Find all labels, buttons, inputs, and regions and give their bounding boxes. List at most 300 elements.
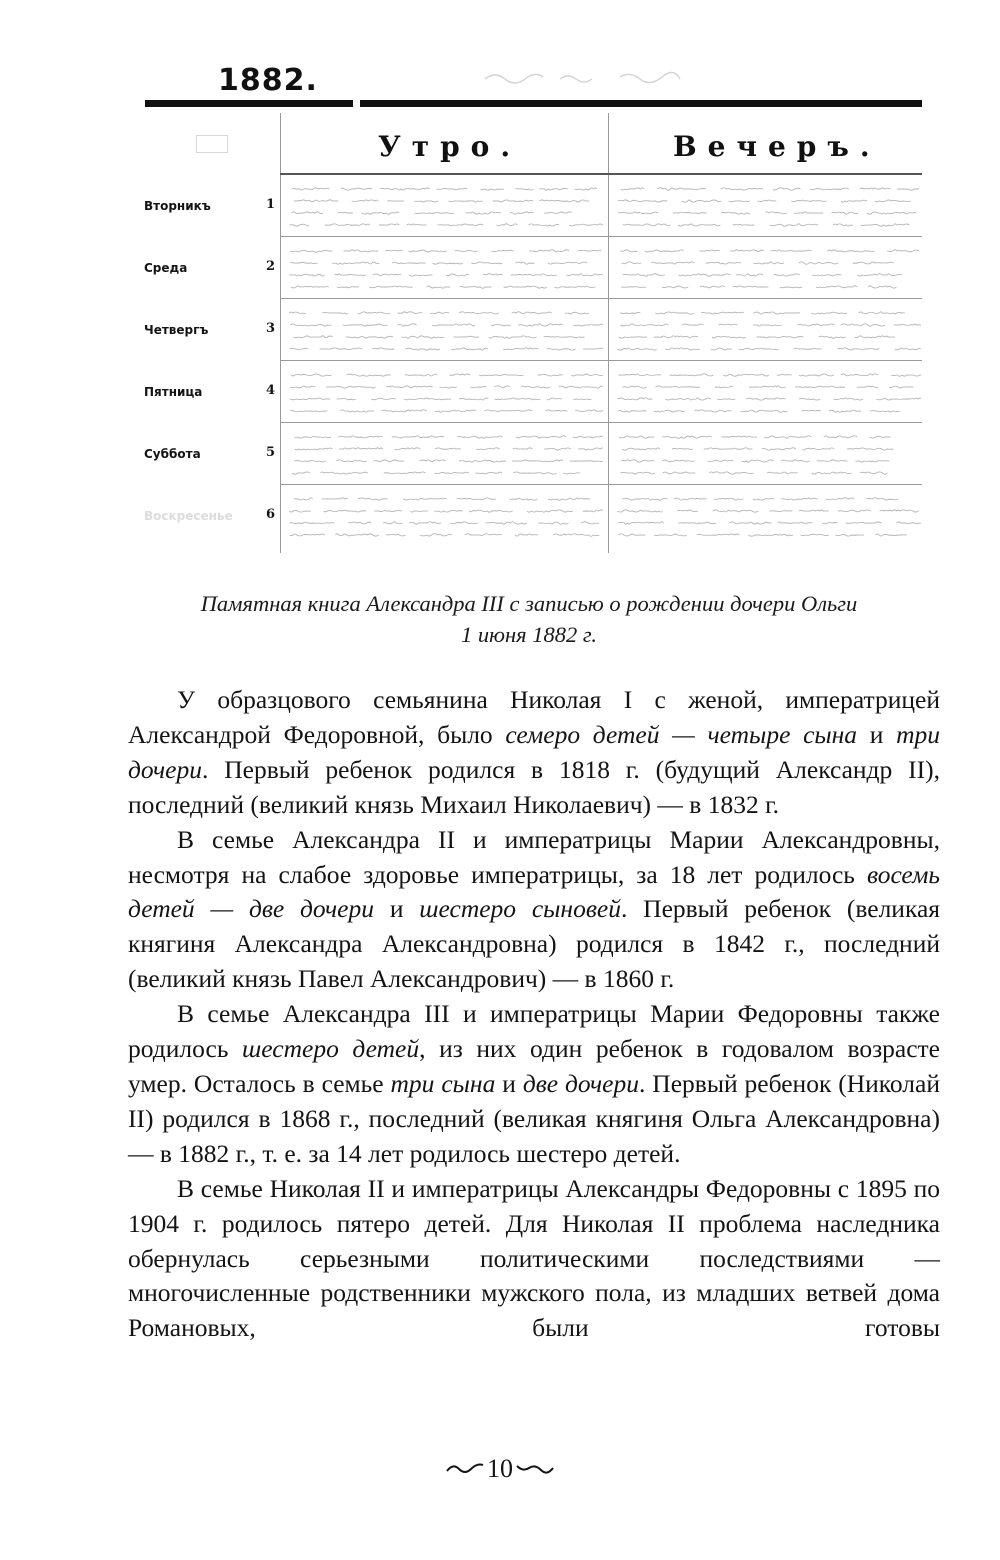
handwriting-stroke: [741, 410, 788, 412]
day-row: [130, 423, 925, 485]
handwriting-stroke: [455, 250, 478, 251]
handwriting-stroke: [435, 448, 461, 449]
handwriting-stroke: [754, 312, 800, 314]
handwriting-stroke: [515, 262, 534, 264]
handwriting-stroke: [682, 200, 721, 202]
handwriting-stroke: [337, 287, 359, 288]
paragraph: [128, 823, 940, 998]
handwriting-stroke: [812, 472, 852, 474]
handwriting-stroke: [553, 534, 600, 536]
handwriting-stroke: [780, 287, 802, 288]
handwriting-stroke: [645, 250, 684, 252]
handwriting-stroke: [289, 522, 334, 523]
day-name: Четвергъ: [144, 323, 209, 337]
handwriting-stroke: [494, 386, 510, 388]
handwriting-stroke: [678, 224, 721, 226]
handwriting-stroke: [753, 499, 775, 501]
handwriting-stroke: [320, 348, 362, 350]
handwriting-stroke: [800, 534, 829, 535]
handwriting-stroke: [341, 188, 372, 190]
handwriting-stroke: [539, 200, 589, 202]
handwriting-stroke: [778, 522, 813, 523]
handwriting-stroke: [781, 498, 817, 500]
handwriting-stroke: [481, 189, 504, 190]
handwriting-stroke: [619, 534, 646, 536]
handwriting-stroke: [617, 398, 652, 400]
handwriting-stroke: [321, 472, 368, 474]
handwriting-stroke: [294, 437, 331, 439]
handwriting-stroke: [665, 348, 700, 350]
handwriting-stroke: [451, 348, 488, 350]
handwriting-stroke: [510, 212, 534, 214]
handwriting-stroke: [547, 349, 576, 351]
page-number-footer: [0, 1452, 1000, 1484]
handwriting-stroke: [799, 374, 834, 376]
handwriting-stroke: [746, 398, 786, 400]
handwriting-stroke: [697, 534, 740, 535]
handwriting-stroke: [578, 448, 603, 450]
handwriting-evening: [613, 491, 921, 543]
handwriting-stroke: [621, 460, 654, 462]
handwriting-stroke: [427, 286, 451, 288]
handwriting-stroke: [739, 348, 779, 350]
handwriting-stroke: [340, 410, 374, 412]
handwriting-stroke: [771, 250, 812, 251]
handwriting-stroke: [799, 262, 838, 264]
handwriting-stroke: [385, 250, 402, 251]
handwriting-stroke: [538, 522, 568, 524]
handwriting-stroke: [290, 262, 318, 263]
handwriting-stroke: [822, 523, 837, 524]
handwriting-stroke: [325, 224, 370, 226]
handwriting-stroke: [289, 312, 306, 313]
handwriting-stroke: [515, 534, 538, 536]
handwriting-stroke: [398, 324, 417, 326]
text-run: В семье Александра II и императрицы Марии Александровны, несмотря на слабое здоровье императрицы, за 18 лет родилось: [128, 824, 940, 889]
handwriting-stroke: [435, 410, 477, 412]
handwriting-stroke: [868, 286, 896, 288]
handwriting-stroke: [794, 212, 823, 213]
handwriting-morning: [285, 305, 603, 357]
day-number: 4: [266, 383, 276, 398]
handwriting-stroke: [432, 324, 475, 326]
handwriting-evening: [613, 181, 921, 233]
handwriting-stroke: [405, 348, 440, 350]
handwriting-stroke: [486, 522, 527, 524]
handwriting-stroke: [409, 250, 448, 252]
handwriting-stroke: [816, 286, 857, 288]
handwriting-stroke: [435, 472, 469, 473]
handwriting-stroke: [621, 287, 646, 288]
handwriting-stroke: [719, 324, 738, 325]
handwriting-stroke: [290, 398, 330, 400]
caption-line-2: 1 июня 1882 г.: [461, 622, 597, 647]
handwriting-stroke: [622, 224, 670, 226]
handwriting-stroke: [489, 336, 537, 338]
handwriting-stroke: [622, 262, 642, 264]
handwriting-stroke: [398, 312, 423, 314]
handwriting-stroke: [295, 448, 333, 450]
handwriting-stroke: [729, 201, 750, 202]
handwriting-stroke: [575, 410, 603, 412]
handwriting-stroke: [483, 274, 503, 275]
handwriting-stroke: [826, 498, 855, 500]
handwriting-stroke: [773, 188, 801, 190]
caption-line-1: Памятная книга Александра III с записью о рождении дочери Ольги: [200, 591, 858, 616]
handwriting-evening: [613, 243, 921, 295]
handwriting-stroke: [289, 348, 308, 350]
handwriting-stroke: [713, 510, 758, 512]
handwriting-morning: [285, 367, 603, 419]
handwriting-stroke: [700, 286, 725, 288]
day-number: 1: [266, 197, 276, 212]
handwriting-stroke: [348, 522, 371, 524]
handwriting-stroke: [757, 336, 804, 338]
handwriting-stroke: [742, 460, 774, 462]
handwriting-stroke: [457, 498, 496, 500]
handwriting-stroke: [374, 511, 402, 512]
handwriting-stroke: [382, 410, 427, 412]
handwriting-stroke: [777, 375, 792, 376]
handwriting-stroke: [762, 448, 796, 450]
handwriting-stroke: [361, 212, 399, 214]
handwriting-stroke: [583, 510, 603, 512]
handwriting-stroke: [870, 411, 900, 412]
handwriting-stroke: [459, 312, 499, 314]
handwriting-stroke: [753, 325, 781, 326]
handwriting-stroke: [401, 336, 444, 338]
handwriting-stroke: [811, 312, 847, 314]
ornament-right-icon: [515, 1462, 555, 1476]
handwriting-stroke: [484, 410, 532, 412]
handwriting-stroke: [769, 511, 792, 512]
text-run: . Первый ребенок (Николай II) родился в 1868 г., последний (великая княгиня Ольга Александровна) — в 1882 г., т. е. за 14 лет родилось шестеро детей.: [128, 1068, 940, 1168]
handwriting-stroke: [548, 498, 590, 500]
handwriting-stroke: [538, 374, 563, 376]
handwriting-stroke: [290, 224, 309, 226]
handwriting-stroke: [529, 224, 560, 226]
handwriting-stroke: [810, 188, 849, 190]
handwriting-stroke: [894, 324, 921, 326]
handwriting-stroke: [655, 312, 693, 314]
handwriting-stroke: [291, 286, 329, 288]
handwriting-stroke: [493, 200, 534, 202]
handwriting-stroke: [764, 436, 811, 438]
handwriting-stroke: [373, 274, 401, 276]
handwriting-stroke: [880, 510, 919, 512]
handwriting-stroke: [372, 348, 394, 349]
handwriting-stroke: [358, 312, 391, 314]
handwriting-stroke: [730, 250, 764, 252]
handwriting-stroke: [793, 348, 821, 349]
text-run: и: [857, 719, 897, 749]
handwriting-morning: [285, 429, 603, 481]
handwriting-stroke: [753, 262, 784, 264]
handwriting-stroke: [554, 286, 595, 288]
handwriting-stroke: [369, 286, 413, 288]
handwriting-stroke: [436, 188, 467, 190]
handwriting-stroke: [658, 188, 706, 191]
day-number: 2: [266, 259, 276, 274]
top-rule-right: [360, 100, 922, 107]
handwriting-stroke: [833, 398, 863, 400]
handwriting-stroke: [662, 436, 711, 438]
handwriting-stroke: [897, 522, 921, 524]
handwriting-stroke: [870, 436, 891, 438]
handwriting-stroke: [448, 201, 482, 202]
handwriting-stroke: [622, 498, 667, 500]
handwriting-stroke: [875, 200, 911, 202]
handwriting-stroke: [290, 386, 315, 388]
handwriting-stroke: [292, 472, 310, 474]
handwriting-stroke: [527, 510, 573, 512]
emphasis: восемь детей — две дочери: [128, 859, 940, 924]
handwriting-stroke: [471, 262, 502, 264]
handwriting-stroke: [573, 324, 603, 326]
handwriting-stroke: [618, 510, 663, 512]
handwriting-stroke: [438, 224, 484, 226]
handwriting-stroke: [867, 212, 916, 214]
handwriting-stroke: [622, 386, 647, 388]
handwriting-stroke: [379, 224, 399, 225]
handwriting-stroke: [673, 212, 707, 214]
handwriting-stroke: [447, 274, 470, 276]
handwriting-stroke: [803, 448, 834, 450]
handwriting-stroke: [781, 460, 810, 462]
handwriting-stroke: [509, 498, 537, 500]
handwriting-stroke: [791, 200, 826, 202]
handwriting-stroke: [380, 188, 430, 190]
handwriting-stroke: [491, 250, 513, 251]
text-run: и: [374, 894, 420, 924]
handwriting-stroke: [677, 510, 698, 512]
emphasis: шестеро сыновей: [419, 894, 621, 924]
text-run: В семье Николая II и императрицы Александры Федоровны с 1895 по 1904 г. родилось пятеро детей. Для Николая II проблема наследника обернулась серьезными политическими последствиями — многочисленные родственники мужского пола, из младших ветвей дома Романовых, были готовы: [128, 1173, 940, 1343]
handwriting-stroke: [513, 448, 533, 449]
handwriting-stroke: [337, 399, 356, 400]
day-name: Воскресенье: [144, 509, 233, 523]
handwriting-stroke: [618, 522, 664, 524]
handwriting-stroke: [521, 386, 550, 388]
day-number: 3: [266, 321, 276, 336]
handwriting-morning: [285, 491, 603, 543]
handwriting-stroke: [682, 324, 703, 325]
handwriting-stroke: [857, 274, 902, 276]
handwriting-stroke: [583, 348, 603, 349]
handwriting-stroke: [294, 498, 313, 500]
handwriting-stroke: [876, 398, 921, 400]
emphasis: шестеро детей: [242, 1034, 420, 1064]
handwriting-stroke: [831, 212, 858, 214]
text-run: и: [495, 1068, 523, 1098]
body-text: [128, 683, 940, 1346]
handwriting-stroke: [392, 436, 444, 438]
handwriting-stroke: [654, 410, 685, 412]
handwriting-stroke: [714, 498, 744, 500]
handwriting-stroke: [546, 410, 568, 411]
handwriting-stroke: [853, 262, 894, 264]
handwriting-stroke: [469, 510, 512, 512]
page-number: 10: [487, 1454, 513, 1484]
handwriting-stroke: [766, 212, 787, 214]
emphasis: три дочери: [128, 719, 940, 784]
handwriting-stroke: [662, 286, 689, 288]
handwriting-stroke: [723, 374, 769, 376]
handwriting-stroke: [847, 448, 893, 450]
handwriting-stroke: [358, 498, 388, 500]
handwriting-stroke: [897, 189, 919, 190]
handwriting-stroke: [767, 472, 798, 474]
figure-caption: [60, 588, 998, 650]
handwriting-stroke: [846, 522, 882, 523]
handwriting-stroke: [460, 286, 492, 288]
day-number: 5: [266, 445, 276, 460]
handwriting-stroke: [700, 250, 720, 251]
ornament-left-icon: [445, 1462, 485, 1476]
handwriting-stroke: [290, 410, 327, 412]
top-rule-left: [145, 100, 353, 107]
handwriting-stroke: [324, 510, 366, 512]
handwriting-stroke: [665, 398, 711, 400]
handwriting-evening: [613, 429, 921, 481]
handwriting-stroke: [715, 386, 733, 388]
handwriting-stroke: [409, 275, 433, 276]
faint-header-handwriting: [480, 67, 710, 87]
handwriting-stroke: [674, 498, 707, 500]
handwriting-stroke: [860, 472, 887, 474]
handwriting-stroke: [471, 387, 487, 388]
handwriting-stroke: [386, 534, 406, 536]
handwriting-stroke: [407, 224, 427, 225]
handwriting-stroke: [701, 312, 744, 314]
handwriting-stroke: [855, 336, 895, 338]
handwriting-stroke: [405, 374, 438, 376]
handwriting-stroke: [706, 262, 742, 264]
handwriting-stroke: [343, 324, 388, 326]
handwriting-stroke: [516, 436, 566, 438]
handwriting-stroke: [415, 213, 455, 214]
handwriting-stroke: [824, 436, 858, 438]
handwriting-stroke: [876, 534, 907, 536]
handwriting-stroke: [338, 212, 353, 213]
handwriting-stroke: [491, 324, 511, 325]
handwriting-stroke: [841, 374, 878, 376]
handwriting-stroke: [451, 522, 479, 524]
handwriting-stroke: [618, 410, 646, 412]
handwriting-stroke: [459, 398, 488, 400]
handwriting-stroke: [433, 263, 463, 264]
day-row: [130, 175, 925, 237]
day-row: [130, 299, 925, 361]
handwriting-stroke: [679, 274, 731, 276]
handwriting-stroke: [618, 200, 667, 202]
handwriting-stroke: [891, 374, 921, 376]
handwriting-stroke: [717, 399, 735, 400]
handwriting-stroke: [838, 510, 871, 512]
handwriting-stroke: [513, 472, 556, 474]
handwriting-stroke: [403, 498, 447, 500]
emphasis: семеро детей — четыре сына: [505, 719, 858, 749]
handwriting-stroke: [817, 460, 848, 461]
handwriting-stroke: [420, 460, 446, 462]
handwriting-stroke: [383, 522, 402, 524]
handwriting-stroke: [709, 472, 754, 474]
handwriting-stroke: [662, 460, 694, 462]
handwriting-stroke: [570, 460, 603, 462]
handwriting-stroke: [857, 386, 879, 387]
handwriting-stroke: [529, 250, 569, 252]
handwriting-stroke: [829, 410, 861, 412]
handwriting-stroke: [722, 436, 757, 437]
emphasis: три сына: [390, 1068, 496, 1098]
handwriting-stroke: [548, 262, 587, 264]
handwriting-stroke: [887, 250, 919, 252]
handwriting-stroke: [749, 386, 786, 388]
handwriting-stroke: [294, 200, 338, 202]
handwriting-stroke: [619, 374, 662, 376]
handwriting-stroke: [617, 348, 656, 350]
handwriting-stroke: [322, 498, 348, 499]
handwriting-stroke: [293, 336, 332, 338]
handwriting-stroke: [352, 200, 379, 202]
handwriting-stroke: [290, 534, 325, 536]
handwriting-stroke: [859, 312, 905, 314]
handwriting-stroke: [371, 398, 396, 399]
handwriting-stroke: [802, 410, 821, 411]
handwriting-stroke: [339, 448, 383, 449]
handwriting-stroke: [512, 312, 552, 314]
handwriting-stroke: [833, 224, 853, 226]
handwriting-stroke: [795, 386, 845, 387]
handwriting-stroke: [539, 188, 568, 190]
handwriting-stroke: [837, 348, 879, 350]
handwriting-stroke: [544, 336, 585, 337]
handwriting-stroke: [799, 510, 829, 511]
handwriting-stroke: [620, 324, 668, 326]
handwriting-stroke: [332, 262, 379, 264]
handwriting-stroke: [812, 275, 842, 276]
handwriting-stroke: [386, 386, 433, 388]
handwriting-stroke: [289, 510, 311, 512]
handwriting-stroke: [798, 324, 835, 326]
handwriting-stroke: [454, 336, 479, 337]
handwriting-stroke: [392, 262, 426, 264]
handwriting-stroke: [670, 374, 714, 376]
handwriting-stroke: [841, 200, 867, 202]
handwriting-stroke: [434, 510, 462, 512]
handwriting-stroke: [841, 324, 885, 326]
handwriting-stroke: [618, 212, 658, 214]
handwriting-stroke: [409, 522, 441, 524]
handwriting-stroke: [544, 448, 570, 450]
handwriting-stroke: [414, 201, 438, 202]
handwriting-stroke: [623, 274, 665, 276]
handwriting-stroke: [835, 534, 863, 536]
handwriting-stroke: [619, 436, 654, 438]
handwriting-stroke: [290, 324, 331, 326]
handwriting-stroke: [291, 212, 323, 214]
paragraph: [128, 997, 940, 1172]
handwriting-stroke: [495, 398, 541, 400]
handwriting-stroke: [733, 286, 769, 287]
handwriting-stroke: [654, 336, 699, 338]
handwriting-stroke: [827, 250, 874, 252]
text-run: . Первый ребенок родился в 1818 г. (будущий Александр II), последний (великий князь Михаил Николаевич) — в 1832 г.: [128, 754, 940, 819]
handwriting-stroke: [711, 348, 732, 350]
day-name: Вторникъ: [144, 199, 211, 213]
handwriting-stroke: [292, 188, 329, 190]
handwriting-stroke: [563, 473, 580, 474]
